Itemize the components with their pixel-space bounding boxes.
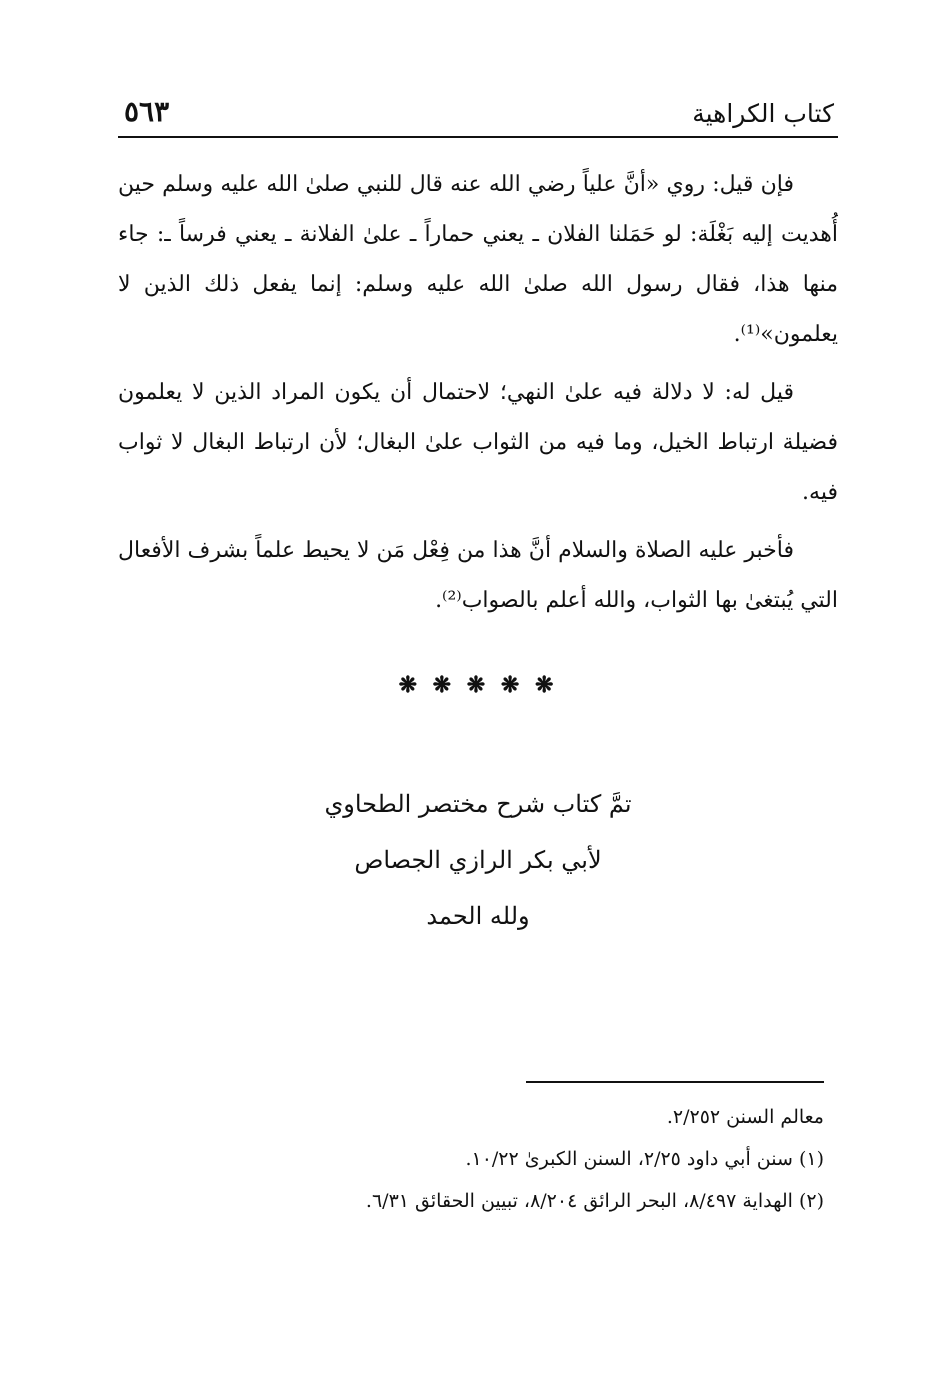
colophon-line-author: لأبي بكر الرازي الجصاص [354, 846, 602, 874]
main-text [118, 160, 838, 634]
paragraph-conclusion: فأخبر عليه الصلاة والسلام أنَّ هذا من فِعْل مَن لا يحيط علماً بشرف الأفعال التي يُبتغىٰ بها الثواب، والله أعلم بالصواب⁽²⁾. [118, 538, 838, 613]
footnote-divider [526, 1081, 824, 1083]
paragraph-objection: فإن قيل: روي «أنَّ علياً رضي الله عنه قال للنبي صلىٰ الله عليه وسلم حين أُهديت إليه بَغْلَة: لو حَمَلنا الفلان ـ يعني حماراً ـ علىٰ الفلانة ـ يعني فرساً ـ: جاء منها هذا، فقال رسول الله صلىٰ الله عليه وسلم: إنما يفعل ذلك الذين لا يعلمون»⁽¹⁾. [118, 172, 838, 347]
footnote-continued: معالم السنن ٢/٢٥٢. [666, 1106, 824, 1128]
colophon [118, 776, 838, 944]
section-separator: ❋ ❋ ❋ ❋ ❋ [398, 672, 558, 698]
page-header [118, 88, 838, 138]
paragraph-reply: قيل له: لا دلالة فيه علىٰ النهي؛ لاحتمال أن يكون المراد الذين لا يعلمون فضيلة ارتباط الخيل، وما فيه من الثواب علىٰ البغال؛ لأن ارتباط البغال لا ثواب فيه. [118, 380, 838, 505]
footnote-1: (١) سنن أبي داود ٢/٢٥، السنن الكبرىٰ ١٠/٢٢. [465, 1148, 824, 1170]
page-number: ٥٦٣ [124, 95, 170, 128]
colophon-line-book-complete: تمَّ كتاب شرح مختصر الطحاوي [324, 790, 632, 818]
colophon-line-praise: ولله الحمد [426, 902, 530, 930]
footnotes [190, 1096, 824, 1222]
footnote-2: (٢) الهداية ٨/٤٩٧، البحر الرائق ٨/٢٠٤، تبيين الحقائق ٦/٣١. [365, 1190, 824, 1212]
chapter-title: كتاب الكراهية [692, 99, 834, 128]
